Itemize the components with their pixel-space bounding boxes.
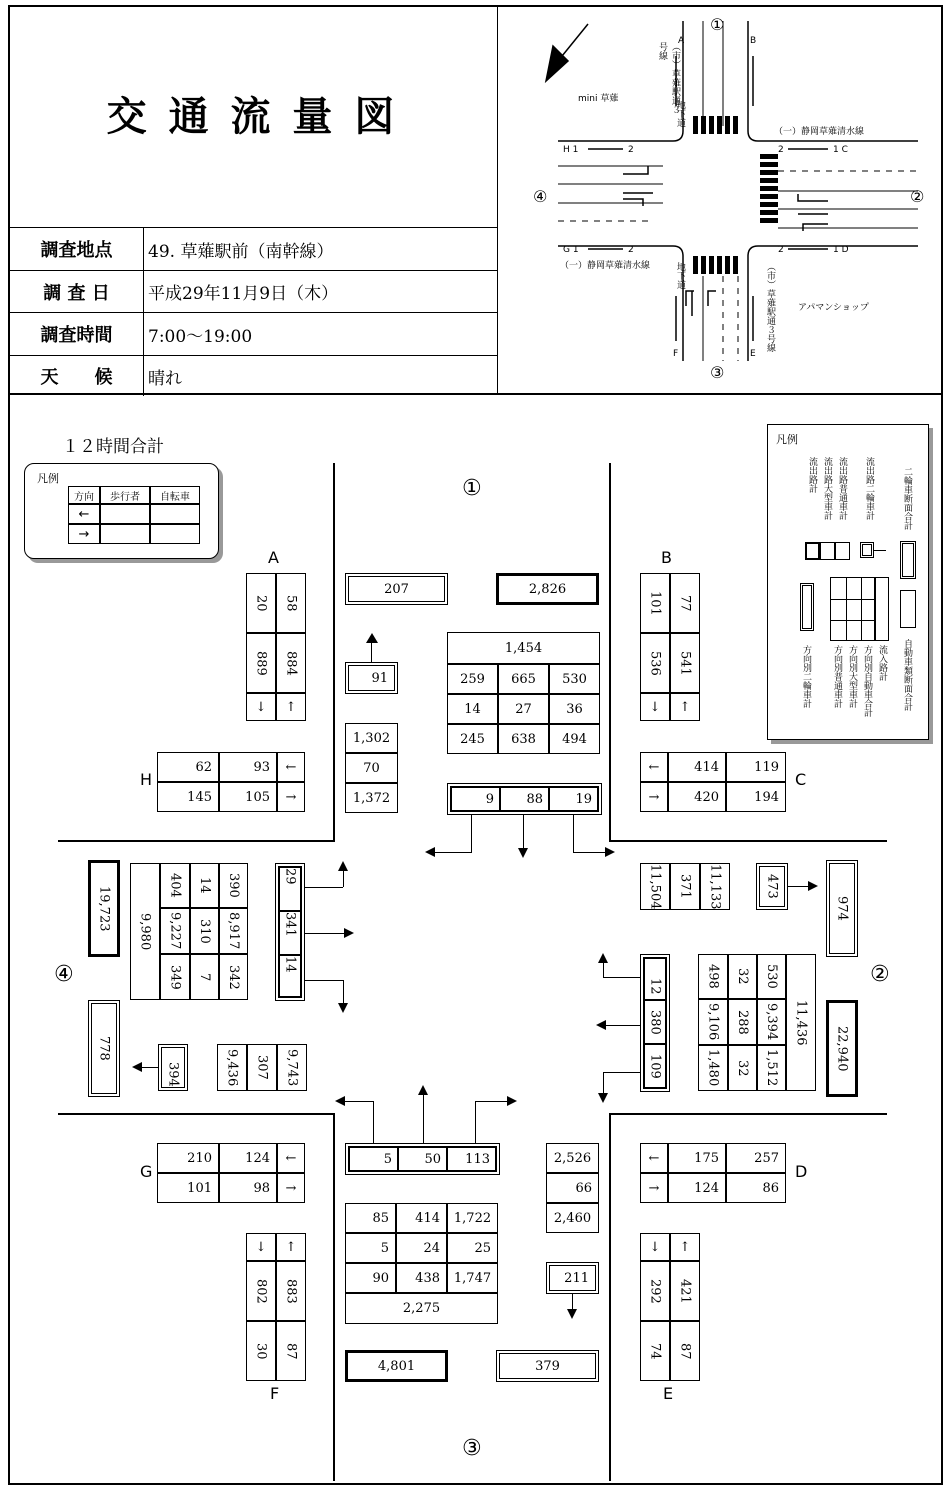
south-two-wheel-dir-straight: 50 (398, 1147, 447, 1171)
east-outflow-large: 371 (670, 863, 700, 910)
east-turn-line (603, 977, 640, 978)
south-grid-cell: 1,722 (447, 1203, 498, 1233)
north-arrow-icon (546, 46, 568, 81)
west-grid-cell: 349 (160, 954, 190, 1000)
road-edge (58, 1113, 335, 1115)
west-grid-cell: 8,917 (219, 908, 248, 954)
bike-up-count: 87 (276, 1321, 306, 1381)
map-label-c: 1 C (833, 145, 848, 155)
west-inflow-table (130, 863, 248, 1000)
bike-up-count: 87 (670, 1321, 700, 1381)
east-outflow-combined: 11,504 (640, 863, 670, 910)
ped-legend-col-dir: 方向 (68, 486, 100, 504)
ped-left-count: 124 (219, 1143, 277, 1173)
road-edge (609, 463, 611, 841)
road-edge (58, 840, 335, 842)
map-label-e: E (750, 349, 756, 359)
north-outflow-two-wheel: 91 (345, 662, 398, 694)
approach-label-2: ② (870, 962, 890, 987)
west-turn-line (343, 980, 344, 1005)
west-grid-cell: 404 (160, 863, 190, 908)
west-outflow-stack (217, 1044, 307, 1091)
west-inflow-total: 9,980 (130, 863, 160, 1000)
arrow-up-icon: ↑ (670, 1233, 700, 1261)
south-grid-cell: 1,747 (447, 1263, 498, 1293)
ped-legend-title: 凡例 (37, 472, 59, 485)
map-approach-4: ④ (533, 187, 548, 206)
east-outflow-two-wheel: 473 (756, 863, 788, 910)
east-vehicle-section-total: 22,940 (826, 1000, 858, 1097)
ped-down-count: 802 (246, 1261, 276, 1321)
east-inflow-total: 11,436 (786, 954, 816, 1091)
arrow-up-icon (418, 1085, 428, 1095)
map-label-b: B (750, 36, 757, 46)
arrow-left-icon: ← (640, 752, 668, 782)
north-grid-cell: 530 (549, 664, 600, 694)
north-outflow-combined: 1,372 (345, 783, 398, 813)
west-outflow-two-wheel: 394 (158, 1044, 188, 1091)
north-turn-line (435, 852, 472, 853)
west-outflow-total: 9,436 (217, 1044, 247, 1091)
ped-right-count: 98 (219, 1173, 277, 1203)
west-turn-line (343, 870, 344, 887)
south-outflow-stack (546, 1143, 599, 1233)
north-outflow-stack (345, 723, 398, 813)
south-turn-line (475, 1101, 476, 1143)
info-label-date: 調 査 日 (10, 271, 144, 312)
map-approach-2: ② (910, 187, 925, 206)
crossing-label-c: C (795, 770, 807, 789)
east-grid-cell: 9,106 (698, 999, 728, 1045)
east-grid-cell: 530 (757, 954, 786, 999)
north-outflow-total: 1,302 (345, 723, 398, 753)
map-road-left-bottom: （一）静岡草薙清水線 (560, 261, 651, 271)
info-value-date: 平成29年11月9日（木） (148, 284, 339, 304)
arrow-up-icon (338, 861, 348, 871)
bike-left-count: 119 (726, 752, 786, 782)
east-grid-cell: 9,394 (757, 999, 786, 1045)
north-two-wheel-dir (447, 783, 602, 815)
north-two-wheel-dir-right: 9 (451, 787, 500, 811)
arrow-left-icon (132, 1062, 142, 1072)
crossing-label-d: D (795, 1162, 808, 1181)
map-underpass-top: 地下道 (675, 100, 685, 127)
west-turn-line (305, 933, 345, 934)
east-grid-cell: 288 (728, 999, 757, 1045)
map-label-h2: 2 (628, 145, 634, 155)
east-grid-cell: 498 (698, 954, 728, 999)
map-label-d: 1 D (833, 245, 849, 255)
legend-label: 流入路計 (877, 645, 887, 681)
legend-label: 流出路大型車計 (822, 457, 832, 520)
arrow-down-icon (567, 1309, 577, 1319)
arrow-down-icon (598, 1093, 608, 1103)
bike-right-count: 145 (157, 782, 219, 812)
info-value-time: 7:00〜19:00 (148, 326, 253, 347)
map-road-bottom: （市）草薙駅通３号線 (765, 262, 775, 352)
bike-left-count: 210 (157, 1143, 219, 1173)
crossing-label-f: F (270, 1384, 280, 1403)
west-grid-cell: 390 (219, 863, 248, 908)
south-turn-line (475, 1101, 507, 1102)
ped-legend-col-ped: 歩行者 (100, 486, 150, 504)
east-two-wheel-dir (640, 954, 670, 1092)
bike-down-count: 101 (640, 573, 670, 633)
north-grid-cell: 494 (549, 724, 600, 754)
south-two-wheel-section-total: 379 (496, 1350, 599, 1382)
west-two-wheel-dir-left: 14 (279, 955, 301, 997)
arrow-down-icon (338, 1003, 348, 1013)
arrow-right-icon (344, 928, 354, 938)
info-value-weather: 晴れ (148, 368, 182, 389)
approach-label-3: ③ (462, 1436, 482, 1461)
arrow-left-icon: ← (640, 1143, 668, 1173)
arrow-left-icon (425, 847, 435, 857)
crossing-f (246, 1233, 306, 1381)
east-two-wheel-dir-left: 109 (644, 1044, 666, 1088)
arrow-up-icon (598, 953, 608, 963)
map-label-d2: 2 (778, 245, 784, 255)
map-label-f: F (673, 349, 679, 359)
west-outflow-large: 307 (247, 1044, 277, 1091)
east-turn-line (605, 1025, 640, 1026)
arrow-right-icon (507, 1096, 517, 1106)
west-outflow-combined: 9,743 (277, 1044, 307, 1091)
arrow-right-icon: → (277, 1173, 305, 1203)
north-two-wheel-section-total: 207 (345, 573, 448, 605)
ped-legend-arrow-left: ← (68, 504, 100, 524)
south-grid-cell: 414 (396, 1203, 447, 1233)
page-title: 交 通 流 量 図 (106, 94, 399, 140)
west-two-wheel-dir (275, 863, 305, 1001)
bike-up-count: 58 (276, 573, 306, 633)
south-outflow-total: 2,460 (546, 1203, 599, 1233)
info-label-location: 調査地点 (10, 228, 144, 270)
south-outflow-two-wheel: 211 (546, 1262, 599, 1294)
site-map (498, 6, 942, 392)
west-turn-line (305, 980, 343, 981)
south-vehicle-section-total: 4,801 (345, 1350, 448, 1382)
crossing-label-a: A (268, 548, 279, 567)
legend-label: 自動車類断面合計 (902, 639, 912, 711)
east-turn-line (603, 1072, 640, 1073)
south-turn-line (345, 1101, 373, 1102)
west-vehicle-section-total: 19,723 (88, 860, 120, 957)
crossing-e (640, 1233, 700, 1381)
east-outflow-stack (640, 863, 730, 910)
map-underpass-bottom: 地下道 (675, 262, 685, 289)
south-outflow-large: 66 (546, 1173, 599, 1203)
map-landmark-apaman: アパマンショップ (798, 303, 869, 313)
south-grid-cell: 25 (447, 1233, 498, 1263)
bike-up-count: 77 (670, 573, 700, 633)
east-two-wheel-dir-right: 12 (644, 958, 666, 1000)
crossing-label-g: G (140, 1162, 153, 1181)
legend (767, 424, 929, 740)
info-label-weather: 天 候 (10, 356, 144, 396)
info-value-location: 49. 草薙駅前（南幹線） (148, 241, 334, 262)
road-edge (609, 1113, 611, 1481)
east-grid-cell: 1,480 (698, 1045, 728, 1091)
north-inflow-total: 1,454 (447, 632, 600, 664)
arrow-right-icon (808, 881, 818, 891)
south-two-wheel-dir (345, 1143, 500, 1175)
map-label-c2: 2 (778, 145, 784, 155)
west-outflow-line (140, 1067, 158, 1068)
east-two-wheel-section-total: 974 (826, 860, 858, 957)
north-vehicle-section-total: 2,826 (496, 573, 599, 605)
bike-down-count: 74 (640, 1321, 670, 1381)
bike-left-count: 62 (157, 752, 219, 782)
crossing-c (640, 752, 786, 812)
north-turn-line (471, 815, 472, 852)
ped-legend-ped-cell (100, 524, 150, 544)
bike-down-count: 30 (246, 1321, 276, 1381)
ped-right-count: 124 (668, 1173, 726, 1203)
west-two-wheel-section-total: 778 (88, 1000, 120, 1097)
south-grid-cell: 24 (396, 1233, 447, 1263)
west-grid-cell: 310 (190, 908, 219, 954)
north-turn-line (573, 852, 605, 853)
bike-right-count: 86 (726, 1173, 786, 1203)
arrow-left-icon (596, 1020, 606, 1030)
arrow-up-icon: ↑ (276, 693, 306, 721)
north-two-wheel-dir-left: 19 (549, 787, 598, 811)
crossing-b (640, 573, 700, 721)
arrow-up-icon: ↑ (276, 1233, 306, 1261)
south-turn-line (373, 1101, 374, 1143)
crossing-label-h: H (140, 770, 153, 789)
crossing-label-b: B (661, 548, 672, 567)
ped-up-count: 541 (670, 633, 700, 693)
north-turn-line (573, 815, 574, 852)
arrow-right-icon: → (640, 782, 668, 812)
crossing-a (246, 573, 306, 721)
east-inflow-table (698, 954, 816, 1091)
ped-up-count: 883 (276, 1261, 306, 1321)
north-two-wheel-dir-straight: 88 (500, 787, 549, 811)
crossing-g (157, 1143, 305, 1203)
east-outflow-total: 11,133 (700, 863, 730, 910)
info-table (10, 227, 497, 396)
east-two-wheel-dir-straight: 380 (644, 1000, 666, 1044)
legend-label: 二輪車断面合計 (902, 467, 912, 530)
legend-label: 流出路普通車計 (837, 457, 847, 520)
ped-up-count: 884 (276, 633, 306, 693)
west-grid-cell: 9,227 (160, 908, 190, 954)
map-label-g2: 2 (628, 245, 634, 255)
north-grid-cell: 27 (498, 694, 549, 724)
west-grid-cell: 342 (219, 954, 248, 1000)
map-label-a: A (678, 36, 685, 46)
legend-label: 方向別自動車合計 (862, 645, 872, 717)
ped-legend-arrow-right: → (68, 524, 100, 544)
ped-left-count: 175 (668, 1143, 726, 1173)
north-outflow-arrow-line (371, 640, 372, 662)
ped-down-count: 292 (640, 1261, 670, 1321)
legend-title: 凡例 (776, 433, 798, 446)
map-road-top: （市）草薙駅通３号線 (657, 42, 680, 114)
map-approach-3: ③ (710, 363, 725, 382)
arrow-down-icon: ↓ (246, 693, 276, 721)
ped-up-count: 421 (670, 1261, 700, 1321)
map-approach-1: ① (710, 15, 725, 34)
north-grid-cell: 638 (498, 724, 549, 754)
road-edge (333, 1113, 335, 1481)
west-grid-cell: 14 (190, 863, 219, 908)
arrow-left-icon: ← (277, 752, 305, 782)
section-title: １２時間合計 (62, 437, 164, 457)
south-turn-line (423, 1094, 424, 1143)
arrow-right-icon: → (277, 782, 305, 812)
map-landmark-mini: mini 草薙 (578, 94, 619, 104)
ped-right-count: 420 (668, 782, 726, 812)
south-outflow-line (572, 1294, 573, 1310)
ped-legend-bike-cell (150, 504, 200, 524)
legend-label: 方向別二輪車計 (801, 645, 811, 708)
legend-label: 流出路二輪車計 (864, 457, 874, 520)
east-turn-line (603, 963, 604, 977)
bike-left-count: 257 (726, 1143, 786, 1173)
west-turn-line (305, 887, 343, 888)
crossing-h (157, 752, 305, 812)
west-grid-cell: 7 (190, 954, 219, 1000)
arrow-up-icon: ↑ (670, 693, 700, 721)
south-grid-cell: 90 (345, 1263, 396, 1293)
legend-label: 流出路計 (807, 457, 817, 493)
arrow-right-icon (605, 847, 615, 857)
south-inflow-total: 2,275 (345, 1293, 498, 1324)
south-two-wheel-dir-right: 113 (447, 1147, 496, 1171)
legend-label: 方向別普通車計 (832, 645, 842, 708)
map-label-h: H 1 (563, 145, 579, 155)
arrow-left-icon: ← (277, 1143, 305, 1173)
east-grid-cell: 1,512 (757, 1045, 786, 1091)
west-two-wheel-dir-right: 29 (279, 867, 301, 911)
north-outflow-large: 70 (345, 753, 398, 783)
ped-legend-col-bike: 自転車 (150, 486, 200, 504)
ped-legend-ped-cell (100, 504, 150, 524)
south-two-wheel-dir-left: 5 (349, 1147, 398, 1171)
arrow-down-icon: ↓ (640, 1233, 670, 1261)
north-inflow-table (447, 632, 600, 754)
north-grid-cell: 665 (498, 664, 549, 694)
south-inflow-table (345, 1203, 498, 1324)
north-turn-line (523, 815, 524, 850)
east-grid-cell: 32 (728, 954, 757, 999)
east-turn-line (603, 1072, 604, 1095)
legend-label: 方向別大型車計 (847, 645, 857, 708)
ped-down-count: 536 (640, 633, 670, 693)
bike-down-count: 20 (246, 573, 276, 633)
arrow-down-icon: ↓ (246, 1233, 276, 1261)
map-label-g: G 1 (563, 245, 579, 255)
north-grid-cell: 36 (549, 694, 600, 724)
arrow-left-icon (335, 1096, 345, 1106)
info-label-time: 調査時間 (10, 313, 144, 355)
north-outflow-arrow-icon (366, 633, 378, 643)
ped-legend-bike-cell (150, 524, 200, 544)
south-grid-cell: 85 (345, 1203, 396, 1233)
south-outflow-combined: 2,526 (546, 1143, 599, 1173)
south-grid-cell: 5 (345, 1233, 396, 1263)
crossing-d (640, 1143, 786, 1203)
arrow-right-icon: → (640, 1173, 668, 1203)
ped-left-count: 93 (219, 752, 277, 782)
bike-right-count: 101 (157, 1173, 219, 1203)
ped-left-count: 414 (668, 752, 726, 782)
crossing-label-e: E (663, 1384, 674, 1403)
ped-down-count: 889 (246, 633, 276, 693)
east-grid-cell: 32 (728, 1045, 757, 1091)
bike-right-count: 194 (726, 782, 786, 812)
north-grid-cell: 245 (447, 724, 498, 754)
east-outflow-line (788, 886, 810, 887)
west-two-wheel-dir-straight: 341 (279, 911, 301, 955)
arrow-down-icon: ↓ (640, 693, 670, 721)
north-grid-cell: 14 (447, 694, 498, 724)
north-grid-cell: 259 (447, 664, 498, 694)
south-grid-cell: 438 (396, 1263, 447, 1293)
ped-right-count: 105 (219, 782, 277, 812)
arrow-down-icon (518, 848, 528, 858)
approach-label-1: ① (462, 476, 482, 501)
map-road-right-top: （一）静岡草薙清水線 (774, 127, 865, 137)
ped-legend (24, 463, 219, 559)
road-edge (333, 463, 335, 841)
approach-label-4: ④ (54, 962, 74, 987)
road-edge (609, 1113, 887, 1115)
road-edge (609, 840, 887, 842)
